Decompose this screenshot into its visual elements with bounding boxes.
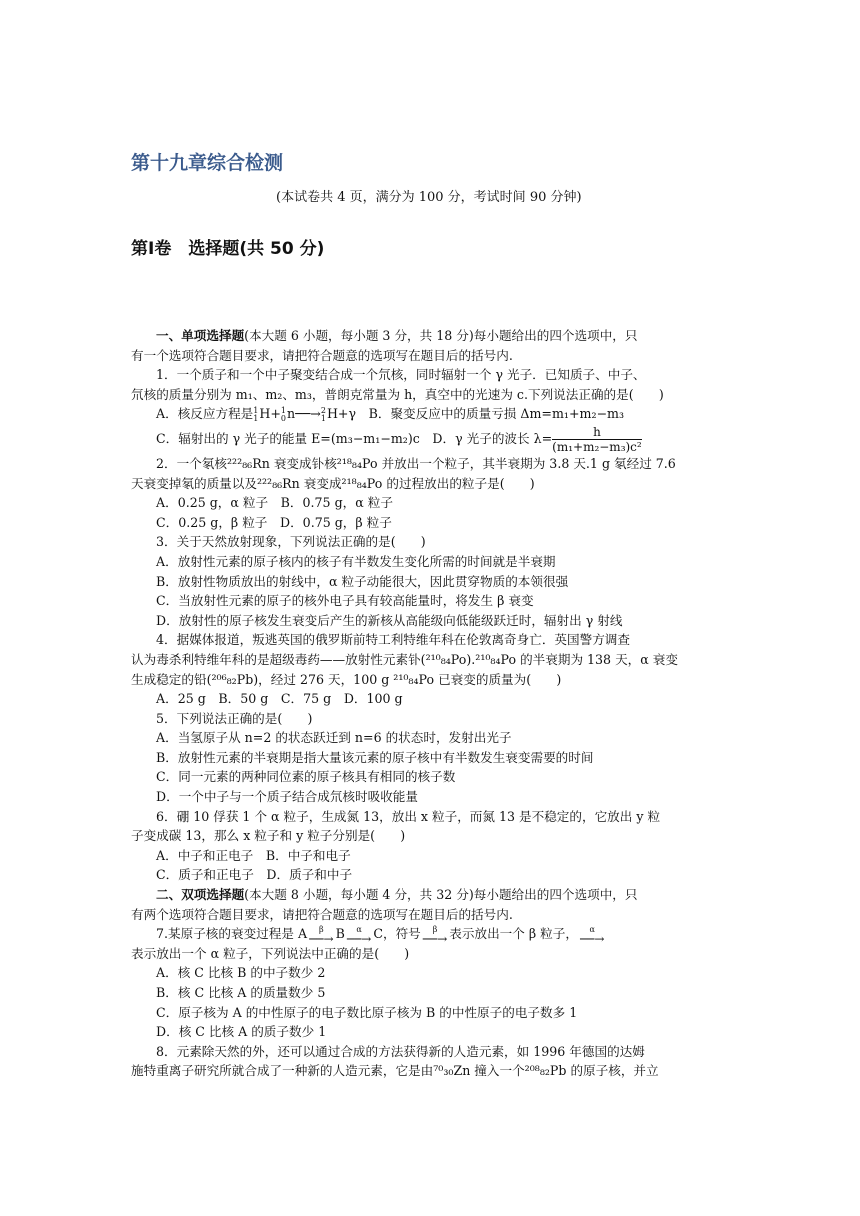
- q8-stem-line1: 8．元素除天然的外，还可以通过合成的方法获得新的人造元素，如 1996 年德国的达姆: [156, 1043, 645, 1059]
- q4-stem-line1: 4．据媒体报道，叛逃英国的俄罗斯前特工利特维年科在伦敦离奇身亡．英国警方调查: [156, 632, 630, 648]
- q4-options: A．25 g B．50 g C．75 g D．100 g: [156, 691, 403, 707]
- q6-stem-line2: 子变成碳 13，那么 x 粒子和 y 粒子分别是( ): [131, 828, 406, 844]
- section1-intro: 一、单项选择题(本大题 6 小题，每小题 3 分，共 18 分)每小题给出的四个选项中，只: [156, 328, 638, 343]
- q7-option-c: C．原子核为 A 的中性原子的电子数比原子核为 B 的中性原子的电子数多 1: [156, 1004, 578, 1020]
- q1-option-cd: C．辐射出的 γ 光子的能量 E=(m₃−m₁−m₂)c D．γ 光子的波长 λ= $\frac{h}{\text{(m₁+m₂−m₃)c²}}$: [156, 424, 642, 454]
- q8-stem-line2: 施特重离子研究所就合成了一种新的人造元素，它是由⁷⁰₃₀Zn 撞入一个²⁰⁸₈₂Pb 的原子核，并立: [131, 1063, 659, 1079]
- q7-stem-line1: 7.某原子核的衰变过程是 A β ──→ B α ──→ C，符号 β ──→ 表示放出一个 β 粒子， α ──→: [156, 924, 605, 944]
- beta-symbol-arrow: β ──→: [422, 924, 448, 944]
- section1-head: 一、单项选择题: [156, 328, 245, 343]
- section2-intro-line2: 有两个选项符合题目要求，请把符合题意的选项写在题目后的括号内.: [131, 906, 513, 922]
- q6-option-ab: A．中子和正电子 B．中子和电子: [156, 847, 351, 863]
- section1-intro-line2: 有一个选项符合题目要求，请把符合题意的选项写在题目后的括号内.: [131, 347, 513, 363]
- q3-option-b: B．放射性物质放出的射线中，α 粒子动能很大，因此贯穿物质的本领很强: [156, 573, 569, 589]
- q5-option-d: D．一个中子与一个质子结合成氘核时吸收能量: [156, 789, 418, 805]
- part-title: 第Ⅰ卷 选择题(共 50 分): [131, 239, 325, 259]
- q5-option-a: A．当氢原子从 n=2 的状态跃迁到 n=6 的状态时，发射出光子: [156, 730, 512, 746]
- section2-intro: 二、双项选择题(本大题 8 小题，每小题 4 分，共 32 分)每小题给出的四个选项中，只: [156, 887, 638, 903]
- q3-option-d: D．放射性的原子核发生衰变后产生的新核从高能级向低能级跃迁时，辐射出 γ 射线: [156, 612, 623, 628]
- exam-note: (本试卷共 4 页，满分为 100 分，考试时间 90 分钟): [276, 190, 582, 205]
- q6-stem-line1: 6．硼 10 俘获 1 个 α 粒子，生成氮 13，放出 x 粒子，而氮 13 是不稳定的，它放出 y 粒: [156, 808, 661, 824]
- q5-option-c: C．同一元素的两种同位素的原子核具有相同的核子数: [156, 769, 456, 785]
- nuclide-h2: 2 1: [320, 405, 326, 423]
- q5-stem: 5．下列说法正确的是( ): [156, 710, 313, 726]
- alpha-symbol-arrow: α ──→: [579, 924, 605, 944]
- q7-option-a: A．核 C 比核 B 的中子数少 2: [156, 965, 326, 981]
- q3-option-c: C．当放射性元素的原子的核外电子具有较高能量时，将发生 β 衰变: [156, 593, 534, 609]
- question-body: [131, 326, 731, 1081]
- alpha-decay-arrow: α ──→: [346, 924, 372, 944]
- nuclide-h1: 1 1: [253, 405, 259, 423]
- q6-option-cd: C．质子和正电子 D．质子和中子: [156, 867, 353, 883]
- q3-stem: 3．关于天然放射现象，下列说法正确的是( ): [156, 534, 426, 550]
- reaction-arrow: ──→: [295, 406, 321, 422]
- nuclide-n1: 1 0: [280, 405, 286, 423]
- wavelength-fraction: $\frac{h}{\text{(m₁+m₂−m₃)c²}}$: [552, 424, 642, 454]
- beta-decay-arrow: β ──→: [309, 924, 334, 944]
- chapter-title: 第十九章综合检测: [131, 152, 284, 174]
- q2-option-ab: A．0.25 g，α 粒子 B．0.75 g，α 粒子: [156, 495, 393, 511]
- q1-option-ab: A．核反应方程是 1 1 H+ 1 0 n──→ 2 1 H+γ B．聚变反应中的质量亏损 Δm=m₁+m₂−m₃: [156, 405, 625, 423]
- q1-stem-line1: 1．一个质子和一个中子聚变结合成一个氘核，同时辐射一个 γ 光子．已知质子、中子、: [156, 367, 646, 383]
- q7-option-b: B．核 C 比核 A 的质量数少 5: [156, 985, 326, 1000]
- q4-stem-line2: 认为毒杀利特维年科的是超级毒药——放射性元素钋(²¹⁰₈₄Po).²¹⁰₈₄Po 的半衰期为 138 天，α 衰变: [131, 651, 678, 667]
- q5-option-b: B．放射性元素的半衰期是指大量该元素的原子核中有半数发生衰变需要的时间: [156, 749, 594, 765]
- q7-stem-line2: 表示放出一个 α 粒子，下列说法中正确的是( ): [131, 945, 410, 961]
- q4-stem-line3: 生成稳定的铅(²⁰⁶₈₂Pb)，经过 276 天，100 g ²¹⁰₈₄Po 已衰变的质量为( ): [131, 671, 562, 687]
- q1-stem-line2: 氘核的质量分别为 m₁、m₂、m₃，普朗克常量为 h，真空中的光速为 c.下列说法正确的是( ): [131, 386, 664, 402]
- q2-option-cd: C．0.25 g，β 粒子 D．0.75 g，β 粒子: [156, 514, 392, 530]
- section2-head: 二、双项选择题: [156, 887, 245, 903]
- q2-stem-line1: 2．一个氡核²²²₈₆Rn 衰变成钋核²¹⁸₈₄Po 并放出一个粒子，其半衰期为 3.8 天.1 g 氡经过 7.6: [156, 455, 676, 471]
- q7-option-d: D．核 C 比核 A 的质子数少 1: [156, 1024, 327, 1040]
- q2-stem-line2: 天衰变掉氡的质量以及²²²₈₆Rn 衰变成²¹⁸₈₄Po 的过程放出的粒子是( ): [131, 475, 535, 491]
- q3-option-a: A．放射性元素的原子核内的核子有半数发生变化所需的时间就是半衰期: [156, 553, 556, 569]
